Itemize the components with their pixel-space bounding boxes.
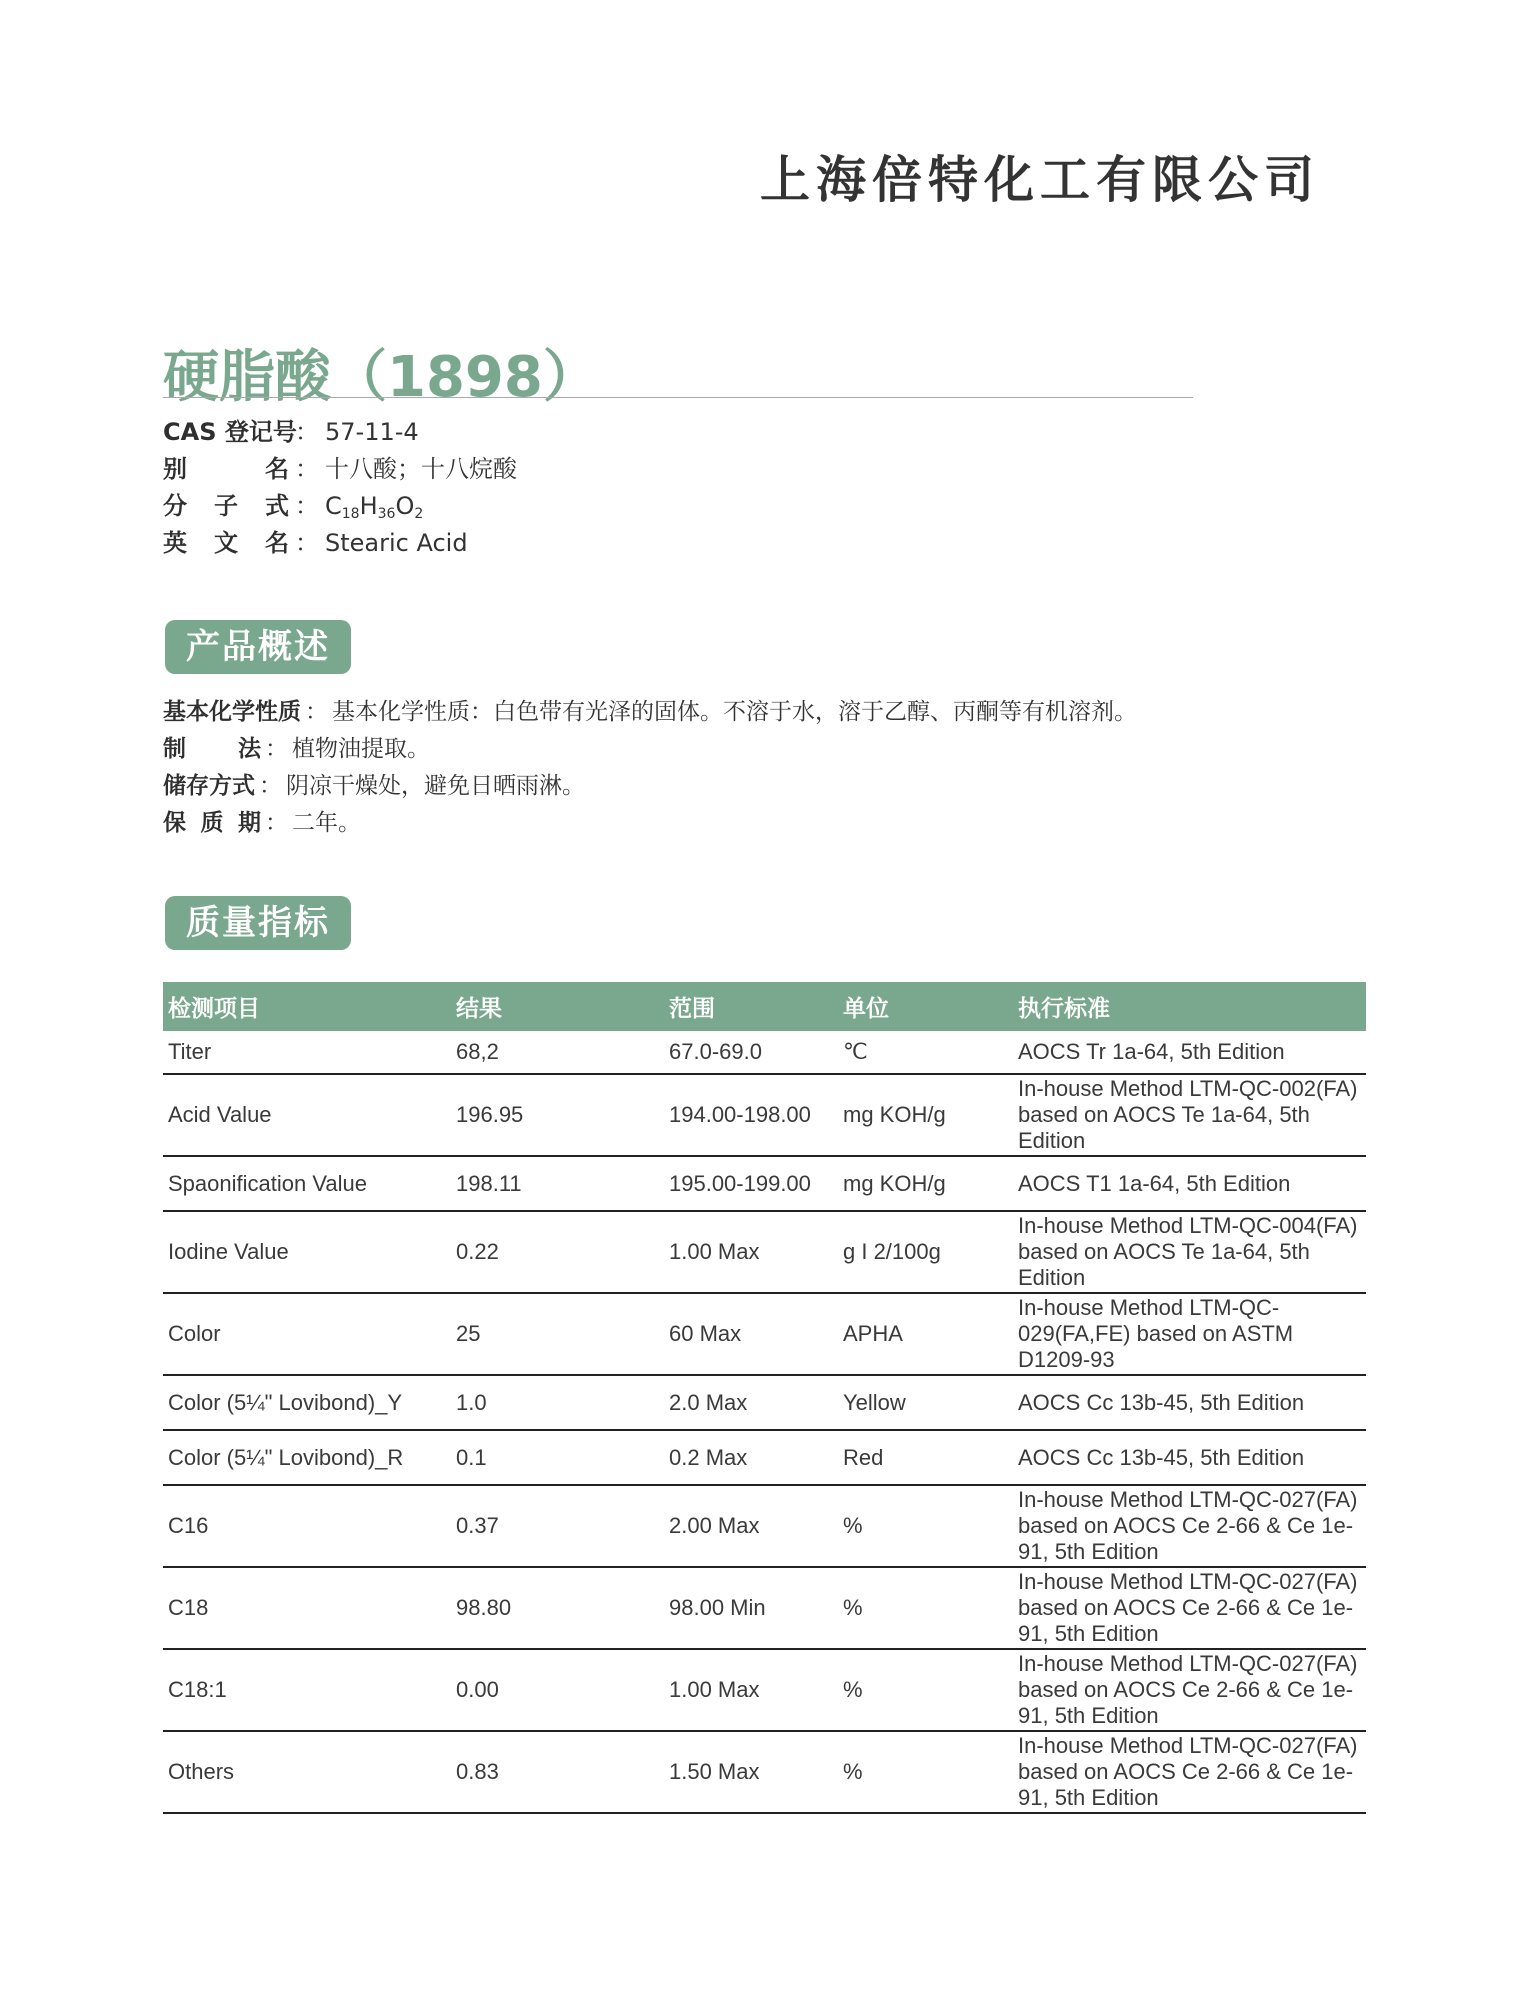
english-name-label: 英文名: [163, 529, 289, 557]
cell-range: 2.0 Max: [664, 1375, 838, 1430]
table-row: [163, 1211, 1366, 1293]
alias-row: [163, 451, 517, 488]
cell-result: 0.22: [451, 1211, 664, 1293]
cell-unit: %: [838, 1567, 1013, 1649]
product-info: [163, 414, 517, 562]
formula-c-count: 18: [341, 506, 360, 522]
overview-storage-label: 储存方式: [163, 773, 255, 799]
cell-result: 196.95: [451, 1074, 664, 1156]
header-unit: 单位: [838, 982, 1013, 1031]
cell-result: 0.37: [451, 1485, 664, 1567]
cell-range: 195.00-199.00: [664, 1156, 838, 1211]
alias-label: 别名: [163, 455, 289, 483]
cell-result: 0.00: [451, 1649, 664, 1731]
table-row: [163, 1074, 1366, 1156]
cell-range: 98.00 Min: [664, 1567, 838, 1649]
cell-item: Color (5¼" Lovibond)_Y: [163, 1375, 451, 1430]
overview-method-label: 制法: [163, 736, 261, 762]
header-standard: 执行标准: [1013, 982, 1366, 1031]
formula-h: H: [359, 492, 378, 520]
section-overview-badge: 产品概述: [165, 620, 351, 674]
formula-o: O: [395, 492, 415, 520]
header-result: 结果: [451, 982, 664, 1031]
cell-standard: AOCS Cc 13b-45, 5th Edition: [1013, 1430, 1366, 1485]
overview-basic-value: 基本化学性质：白色带有光泽的固体。不溶于水，溶于乙醇、丙酮等有机溶剂。: [332, 699, 1137, 725]
cas-value: 57-11-4: [325, 418, 419, 446]
overview-method-colon: ：: [265, 736, 288, 762]
cell-unit: Yellow: [838, 1375, 1013, 1430]
cell-range: 1.00 Max: [664, 1649, 838, 1731]
cell-standard: In-house Method LTM-QC-027(FA) based on AOCS Ce 2-66 & Ce 1e-91, 5th Edition: [1013, 1485, 1366, 1567]
cell-result: 0.83: [451, 1731, 664, 1813]
cas-row: [163, 414, 517, 451]
cell-item: Color (5¼" Lovibond)_R: [163, 1430, 451, 1485]
cell-item: Titer: [163, 1031, 451, 1074]
cell-standard: AOCS Tr 1a-64, 5th Edition: [1013, 1031, 1366, 1074]
overview-shelf-row: [163, 805, 1137, 842]
cell-standard: In-house Method LTM-QC-027(FA) based on AOCS Ce 2-66 & Ce 1e-91, 5th Edition: [1013, 1731, 1366, 1813]
header-item: 检测项目: [163, 982, 451, 1031]
table-row: [163, 1156, 1366, 1211]
section-quality-badge: 质量指标: [165, 896, 351, 950]
english-name-row: [163, 525, 517, 562]
cell-item: Spaonification Value: [163, 1156, 451, 1211]
cell-standard: AOCS T1 1a-64, 5th Edition: [1013, 1156, 1366, 1211]
cell-range: 194.00-198.00: [664, 1074, 838, 1156]
cell-standard: AOCS Cc 13b-45, 5th Edition: [1013, 1375, 1366, 1430]
cell-item: C18: [163, 1567, 451, 1649]
cell-unit: %: [838, 1649, 1013, 1731]
formula-row: [163, 488, 517, 525]
cell-unit: mg KOH/g: [838, 1074, 1013, 1156]
overview-basic-label: 基本化学性质: [163, 699, 301, 725]
table-header-row: [163, 982, 1366, 1031]
cell-range: 2.00 Max: [664, 1485, 838, 1567]
cell-result: 1.0: [451, 1375, 664, 1430]
overview-method-row: [163, 731, 1137, 768]
cell-unit: mg KOH/g: [838, 1156, 1013, 1211]
cell-unit: ℃: [838, 1031, 1013, 1074]
table-row: [163, 1293, 1366, 1375]
alias-value: 十八酸；十八烷酸: [325, 455, 517, 483]
cell-unit: APHA: [838, 1293, 1013, 1375]
cell-unit: Red: [838, 1430, 1013, 1485]
formula-label: 分子式: [163, 492, 289, 520]
overview-storage-row: [163, 768, 1137, 805]
company-name: 上海倍特化工有限公司: [760, 151, 1320, 209]
cell-item: Acid Value: [163, 1074, 451, 1156]
cell-item: C16: [163, 1485, 451, 1567]
formula-h-count: 36: [377, 506, 396, 522]
product-overview: [163, 694, 1137, 842]
english-name-colon: ：: [295, 529, 319, 557]
table-row: [163, 1731, 1366, 1813]
table-row: [163, 1031, 1366, 1074]
cell-unit: g I 2/100g: [838, 1211, 1013, 1293]
overview-basic-row: [163, 694, 1137, 731]
cell-standard: In-house Method LTM-QC-004(FA) based on AOCS Te 1a-64, 5th Edition: [1013, 1211, 1366, 1293]
cell-result: 68,2: [451, 1031, 664, 1074]
title-divider: [163, 397, 1193, 398]
overview-storage-value: 阴凉干燥处，避免日晒雨淋。: [286, 773, 585, 799]
table-row: [163, 1649, 1366, 1731]
cell-range: 1.00 Max: [664, 1211, 838, 1293]
overview-storage-colon: ：: [259, 773, 282, 799]
formula-colon: ：: [295, 492, 319, 520]
product-title: 硬脂酸（1898）: [163, 345, 599, 410]
cell-result: 0.1: [451, 1430, 664, 1485]
formula-c: C: [325, 492, 342, 520]
table-row: [163, 1567, 1366, 1649]
cas-colon: ：: [295, 418, 319, 446]
cell-item: Iodine Value: [163, 1211, 451, 1293]
cell-result: 25: [451, 1293, 664, 1375]
overview-shelf-label: 保质期: [163, 810, 261, 836]
cell-item: Color: [163, 1293, 451, 1375]
cell-item: C18:1: [163, 1649, 451, 1731]
overview-shelf-value: 二年。: [292, 810, 361, 836]
quality-spec-table: [163, 982, 1366, 1814]
header-range: 范围: [664, 982, 838, 1031]
overview-method-value: 植物油提取。: [292, 736, 430, 762]
cell-standard: In-house Method LTM-QC-027(FA) based on AOCS Ce 2-66 & Ce 1e-91, 5th Edition: [1013, 1649, 1366, 1731]
cell-range: 1.50 Max: [664, 1731, 838, 1813]
cell-range: 67.0-69.0: [664, 1031, 838, 1074]
cell-range: 0.2 Max: [664, 1430, 838, 1485]
formula-value: [325, 488, 423, 525]
cell-result: 98.80: [451, 1567, 664, 1649]
cell-unit: %: [838, 1731, 1013, 1813]
formula-o-count: 2: [414, 506, 424, 522]
overview-shelf-colon: ：: [265, 810, 288, 836]
table-row: [163, 1485, 1366, 1567]
cell-item: Others: [163, 1731, 451, 1813]
cell-standard: In-house Method LTM-QC-027(FA) based on AOCS Ce 2-66 & Ce 1e-91, 5th Edition: [1013, 1567, 1366, 1649]
english-name-value: Stearic Acid: [325, 529, 468, 557]
table-row: [163, 1430, 1366, 1485]
cell-standard: In-house Method LTM-QC-029(FA,FE) based on ASTM D1209-93: [1013, 1293, 1366, 1375]
table-row: [163, 1375, 1366, 1430]
cell-unit: %: [838, 1485, 1013, 1567]
cell-standard: In-house Method LTM-QC-002(FA) based on AOCS Te 1a-64, 5th Edition: [1013, 1074, 1366, 1156]
cell-range: 60 Max: [664, 1293, 838, 1375]
cas-label: CAS 登记号: [163, 418, 297, 446]
overview-basic-colon: ：: [305, 699, 328, 725]
cell-result: 198.11: [451, 1156, 664, 1211]
alias-colon: ：: [295, 455, 319, 483]
